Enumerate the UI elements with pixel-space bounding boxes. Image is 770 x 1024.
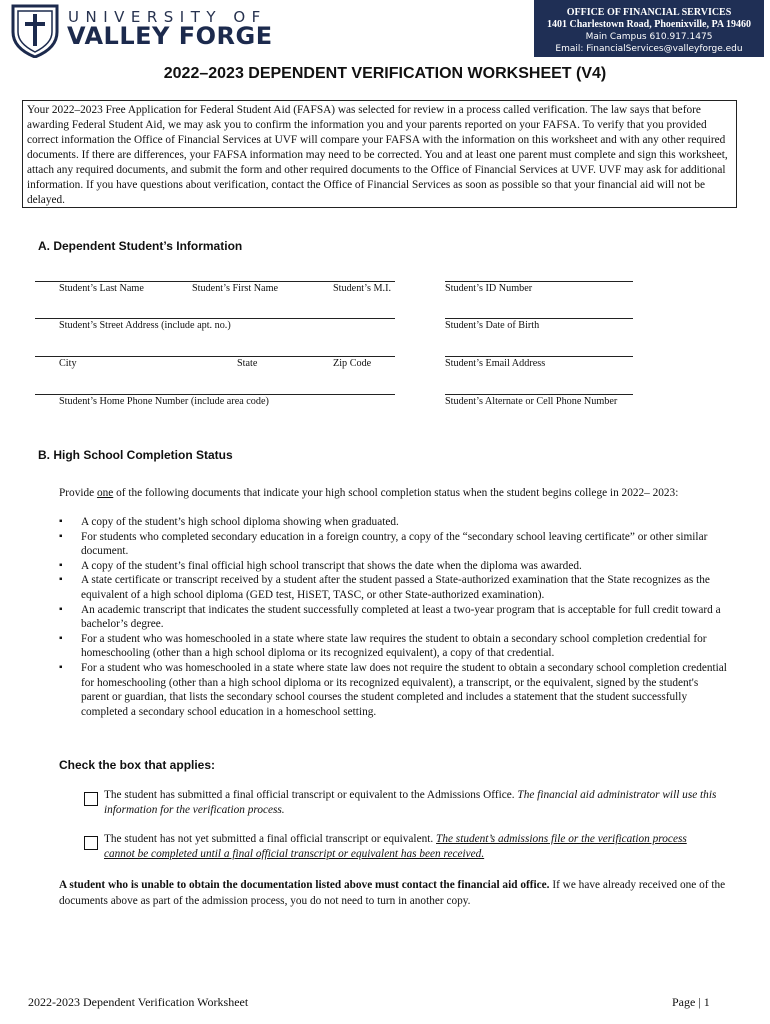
home-phone-input-line[interactable]: [35, 394, 395, 395]
option-submitted-label: The student has submitted a final official transcript or equivalent to the Admissions Office.: [104, 789, 518, 801]
office-email: Email: FinancialServices@valleyforge.edu: [555, 44, 743, 54]
option-submitted-note: The financial aid administrator will use this information for the verification process.: [104, 789, 717, 816]
hs-intro-pre: Provide: [59, 487, 97, 499]
list-item: ▪ A copy of the student’s high school diploma showing when graduated.: [59, 515, 729, 530]
label-student-id: Student’s ID Number: [445, 283, 533, 294]
list-item: ▪ A copy of the student’s final official high school transcript that shows the date when the diploma was awarded.: [59, 559, 729, 574]
label-middle-initial: Student’s M.I.: [333, 283, 392, 294]
option-not-submitted-note: The student’s admissions file or the verification process cannot be completed until a final official transcript or equivalent has been received.: [104, 833, 687, 860]
hs-intro-emphasis: one: [96, 487, 114, 499]
label-city: City: [59, 358, 77, 369]
option-not-submitted-label: The student has not yet submitted a final official transcript or equivalent.: [104, 833, 437, 845]
office-address: 1401 Charlestown Road, Phoenixville, PA 19460: [547, 19, 751, 30]
name-input-line[interactable]: [35, 281, 395, 282]
list-item: ▪ A state certificate or transcript received by a student after the student passed a State-authorized examination that the State recognizes as the equivalent of a high school diploma (GED test, HiSET, TASC, or other State-authorized examination).: [59, 573, 729, 602]
logo-valley-forge-text: VALLEY FORGE: [67, 22, 273, 50]
label-first-name: Student’s First Name: [192, 283, 279, 294]
list-item: ▪ For a student who was homeschooled in a state where state law does not require the student to obtain a secondary school completion credential for homeschooling (other than a high school diploma or its recognized equivalent), a transcript, or the equivalent, signed by the student's parent or guardian, that lists the secondary school courses the student completed and includes a statement that the student successfully completed a secondary school education in a homeschool setting.: [59, 661, 729, 719]
section-a-heading: A. Dependent Student’s Information: [38, 239, 243, 253]
note-rest: If we have already received one of the documents above as part of the admission process, you do not need to turn in another copy.: [59, 879, 726, 907]
label-state: State: [237, 358, 258, 369]
list-item: ▪ For a student who was homeschooled in a state where state law requires the student to obtain a secondary school completion credential for homeschooling (other than a high school diploma or its recognized equivalent), a copy of that credential.: [59, 632, 729, 661]
list-item: ▪ For students who completed secondary education in a foreign country, a copy of the “secondary school leaving certificate” or other similar document.: [59, 530, 729, 559]
label-last-name: Student’s Last Name: [59, 283, 144, 294]
office-phone: Main Campus 610.917.1475: [585, 32, 713, 42]
label-date-of-birth: Student’s Date of Birth: [445, 320, 540, 331]
transcript-submitted-checkbox[interactable]: [84, 792, 98, 806]
transcript-not-submitted-checkbox[interactable]: [84, 836, 98, 850]
option-not-submitted-text: [104, 832, 719, 862]
list-item: ▪ An academic transcript that indicates the student successfully completed at least a two-year program that is acceptable for full credit toward a bachelor’s degree.: [59, 603, 729, 632]
street-input-line[interactable]: [35, 318, 395, 319]
university-shield-logo: [10, 2, 60, 58]
label-alt-phone: Student’s Alternate or Cell Phone Number: [445, 396, 618, 407]
label-email: Student’s Email Address: [445, 358, 546, 369]
document-list: [59, 515, 729, 719]
dob-input-line[interactable]: [445, 318, 633, 319]
label-home-phone: Student’s Home Phone Number (include area code): [59, 396, 269, 407]
label-zip-code: Zip Code: [333, 358, 372, 369]
alt-phone-input-line[interactable]: [445, 394, 633, 395]
option-submitted-text: [104, 788, 719, 818]
documentation-note: [59, 878, 729, 909]
label-street-address: Student’s Street Address (include apt. no.): [59, 320, 231, 331]
hs-intro-text: [59, 486, 729, 500]
footer-page-number: Page | 1: [672, 995, 710, 1009]
page-title: 2022–2023 DEPENDENT VERIFICATION WORKSHEET (V4): [163, 65, 607, 82]
office-contact-box: [534, 0, 764, 57]
logo-university-text: UNIVERSITY OF: [68, 8, 267, 26]
intro-paragraph: Your 2022–2023 Free Application for Federal Student Aid (FAFSA) was selected for review in a process called verification. The law says that before awarding Federal Student Aid, we may ask you to confirm the information you and your parents reported on your FAFSA. To verify that you provided correct information the Office of Financial Services at UVF will compare your FAFSA with the information on this worksheet and with any other required documents. If there are differences, your FAFSA information may need to be corrected. You and at least one parent must complete and sign this worksheet, attach any required documents, and submit the form and other required documents to the Office of Financial Services at UVF. UVF may ask for additional information. If you have questions about verification, contact the Office of Financial Services as soon as possible so that your financial aid will not be delayed.: [22, 100, 737, 208]
office-title: OFFICE OF FINANCIAL SERVICES: [566, 7, 732, 18]
check-box-heading: Check the box that applies:: [59, 758, 216, 772]
id-input-line[interactable]: [445, 281, 633, 282]
note-bold: A student who is unable to obtain the documentation listed above must contact the financial aid office.: [59, 879, 550, 891]
section-b-heading: B. High School Completion Status: [38, 448, 233, 462]
hs-intro-post: of the following documents that indicate your high school completion status when the student begins college in 2022– 2023:: [113, 487, 679, 499]
footer-document-title: 2022-2023 Dependent Verification Worksheet: [28, 995, 249, 1009]
email-input-line[interactable]: [445, 356, 633, 357]
city-state-zip-input-line[interactable]: [35, 356, 395, 357]
